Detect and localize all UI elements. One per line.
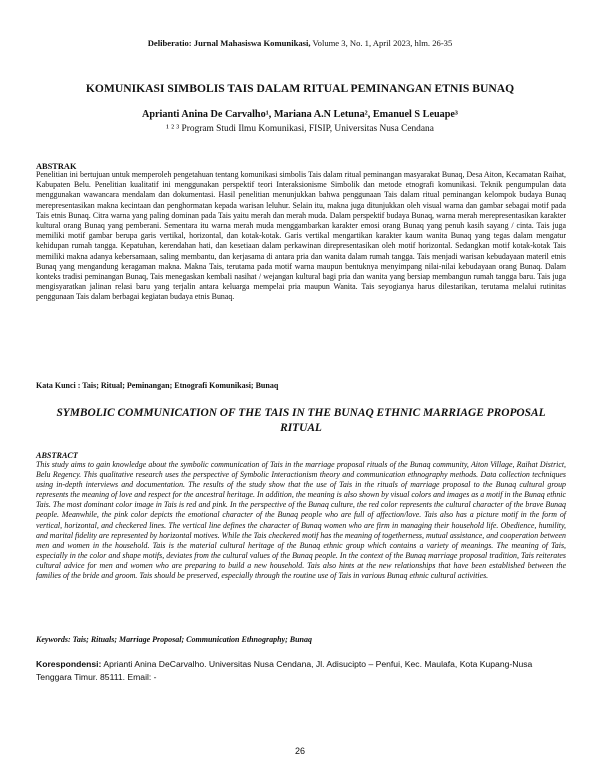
journal-name: Deliberatio: Jurnal Mahasiswa Komunikasi,	[147, 38, 311, 48]
article-title-id: KOMUNIKASI SIMBOLIS TAIS DALAM RITUAL PEMINANGAN ETNIS BUNAQ	[85, 82, 515, 95]
running-header	[0, 38, 600, 48]
correspondence-text: Aprianti Anina DeCarvalho. Universitas Nusa Cendana, Jl. Adisucipto – Penfui, Kec. Maulafa, Kota Kupang-Nusa Tenggara Timur. 85111. Email: -	[36, 659, 533, 682]
article-title-en: SYMBOLIC COMMUNICATION OF THE TAIS IN THE BUNAQ ETHNIC MARRIAGE PROPOSAL RITUAL	[56, 407, 546, 434]
abstrak-heading: ABSTRAK	[36, 162, 77, 171]
page-number: 26	[294, 746, 305, 756]
abstrak-text: Penelitian ini bertujuan untuk memperoleh pengetahuan tentang komunikasi simbolis Tais dalam ritual peminangan masyarakat Bunaq, Desa Aiton, Kecamatan Raihat, Kabupaten Belu. Penelitian kualitatif ini menggunakan perspektif teori Interaksionisme Simbolik dan metode etnografi komunikasi. Teknik pengumpulan data menggunakan wawancara mendalam dan dokumentasi. Hasil penelitian menunjukkan bahwa penggunaan Tais dalam ritual peminangan kelompok budaya Bunaq merepresentasikan makna kecintaan dan penghormatan kepada warisan leluhur. Selain itu, makna juga ditunjukkan oleh visual warna dan gambar sebagai motif pada Tais etnis Bunaq. Citra warna yang paling dominan pada Tais yaitu merah dan merah muda. Dalam perspektif budaya Bunaq, warna merah merepresentasikan karakter kultural orang Bunaq yang pemberani. Sementara itu warna merah muda menggambarkan karakter emosi orang Bunaq yang penuh kasih sayang / cinta. Tais juga memiliki motif gambar berupa garis vertikal, horizontal, dan kotak-kotak. Garis vertikal mengartikan karakter kaum wanita Bunaq yang tegas dalam mengatur kehidupan rumah tangga. Kepatuhan, kerendahan hati, dan kesetiaan dalam perkawinan direpresentasikan oleh motif horizontal. Sedangkan motif kotak-kotak Tais memiliki makna adanya kebersamaan, saling membantu, dan kerjasama di antara pria dan wanita dalam rumah tangga. Tais menjadi warisan kebudayaan materil etnis Bunaq yang mengandung keragaman makna. Makna Tais, terutama pada motif warna maupun bentuknya menyimpang nilai-nilai kebudayaan orang Bunaq. Dalam konteks tradisi peminangan Bunaq, Tais menegaskan kembali nasihat / wejangan kultural bagi pria dan wanita yang bersiap membangun rumah tangga baru. Tais juga mengisyaratkan jalinan relasi baru yang terjalin antara keluarga mempelai pria maupun Wanita. Tais seyogianya harus dilestarikan, terutama melalui rutinitas penggunaan Tais dalam berbagai kegiatan budaya etnis Bunaq.	[36, 170, 566, 302]
correspondence-label: Korespondensi:	[36, 659, 102, 669]
authors: Aprianti Anina De Carvalho¹, Mariana A.N Letuna², Emanuel S Leuape³	[142, 109, 458, 120]
journal-issue: Volume 3, No. 1, April 2023, hlm. 26-35	[312, 38, 453, 48]
keywords-en: Keywords: Tais; Rituals; Marriage Proposal; Communication Ethnography; Bunaq	[36, 635, 312, 644]
abstract-heading: ABSTRACT	[36, 451, 78, 460]
abstract-text: This study aims to gain knowledge about the symbolic communication of Tais in the marriage proposal rituals of the Bunaq community, Aiton Village, Raihat District, Belu Regency. This qualitative research uses the perspective of Symbolic Interactionism theory and communication ethnography methods. Data collection techniques using in-depth interviews and documentation. The results of the study show that the use of Tais in the rituals of marriage proposal to the Bunaq cultural group represents the meaning of love and respect for the ancestral heritage. In addition, the meaning is also shown by visual colors and images as a motif in the Bunaq ethnic Tais. The most dominant color image in Tais is red and pink. In the perspective of the Bunaq culture, the red color represents the cultural character of the brave Bunaq people. Meanwhile, the pink color depicts the emotional character of the Bunaq people who are full of affection/love. Tais also has a picture motif in the form of vertical, horizontal, and checkered lines. The vertical line defines the character of Bunaq women who are firm in managing their household life. Obedience, humility, and marital fidelity are represented by horizontal motives. While the Tais checkered motif has the meaning of togetherness, mutual assistance, and cooperation between men and women in the household. Tais is the material cultural heritage of the Bunaq ethnic group which contains a variety of meanings. The meaning of Tais, especially in the color and shape motifs, deviates from the cultural values of the Bunaq people. In the context of the Bunaq marriage proposal tradition, Tais reiterates cultural advice for men and women who are preparing to build a new household. Tais also hints at the new relationships that have been established between the families of the bride and groom. Tais should be preserved, especially through the routine use of Tais in various Bunaq ethnic cultural activities.	[36, 460, 566, 581]
kata-kunci: Kata Kunci : Tais; Ritual; Peminangan; Etnografi Komunikasi; Bunaq	[36, 381, 279, 390]
correspondence	[36, 658, 566, 683]
affiliation: ¹ ² ³ Program Studi Ilmu Komunikasi, FISIP, Universitas Nusa Cendana	[166, 124, 434, 134]
